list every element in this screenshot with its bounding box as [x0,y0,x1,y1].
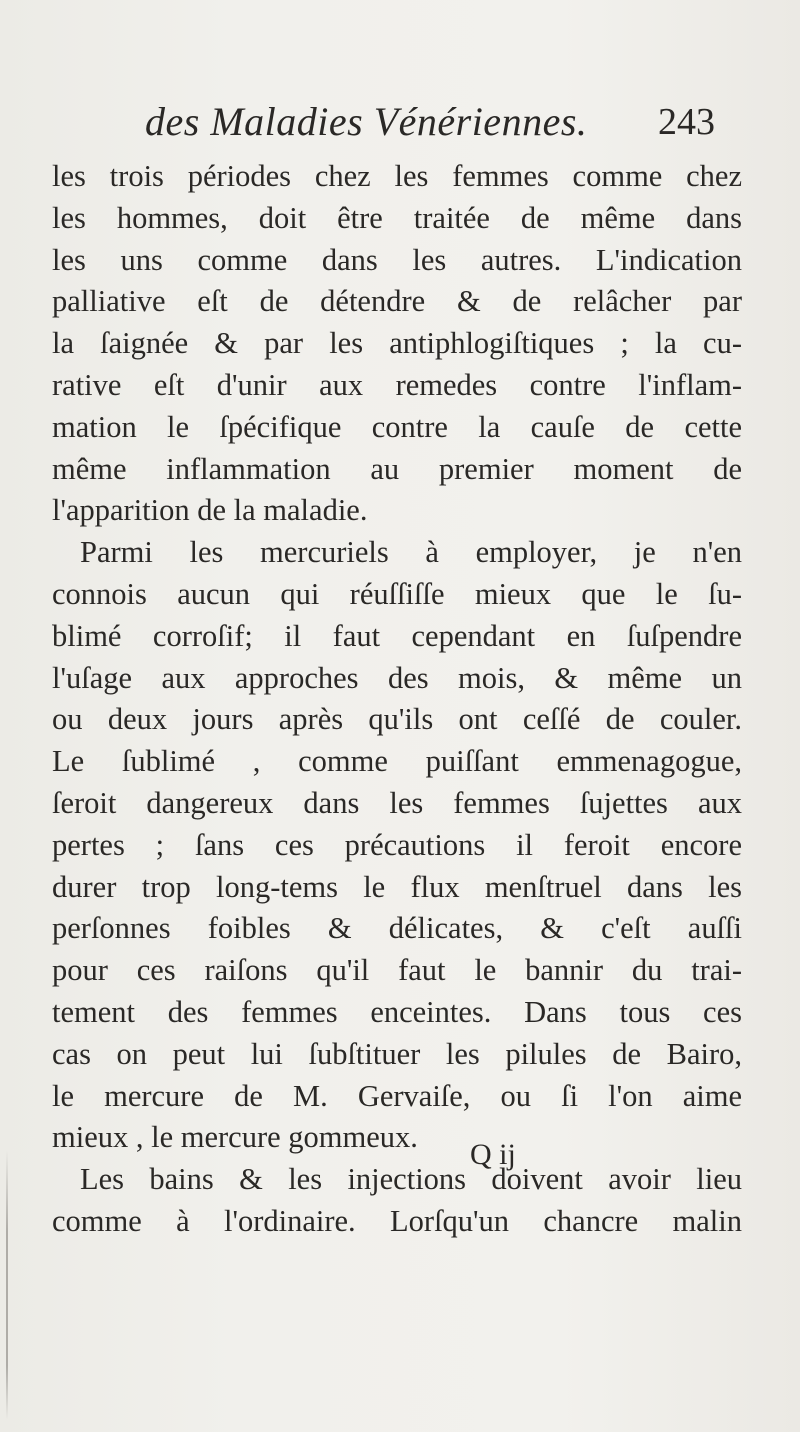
text-line: même inflammation au premier moment de [52,451,742,486]
text-line: rative eſt d'unir aux remedes contre l'inflam- [52,367,742,402]
text-line: les hommes, doit être traitée de même dans [52,200,742,235]
text-line: comme à l'ordinaire. Lorſqu'un chancre malin [52,1203,742,1238]
text-line: durer trop long-tems le flux menſtruel dans les [52,869,742,904]
text-line: ou deux jours après qu'ils ont ceſſé de couler. [52,702,742,737]
text-line: connois aucun qui réuſſiſſe mieux que le ſu- [52,576,742,611]
text-line: le mercure de M. Gervaiſe, ou ſi l'on aime [52,1078,742,1113]
text-line: Les bains & les injections doivent avoir lieu [80,1162,742,1197]
text-line: blimé corroſif; il faut cependant en ſuſpendre [52,618,742,653]
text-line: l'uſage aux approches des mois, & même un [52,660,742,695]
running-title: des Maladies Vénériennes. [145,99,588,144]
text-line: l'apparition de la maladie. [52,493,368,528]
text-line: la ſaignée & par les antiphlogiſtiques ; la cu- [52,326,742,361]
text-line: ſeroit dangereux dans les femmes ſujettes aux [52,785,742,820]
text-line: les uns comme dans les autres. L'indication [52,242,742,277]
page-number: 243 [658,101,715,143]
body-text [52,156,742,1243]
text-line: perſonnes foibles & délicates, & c'eſt auſſi [52,911,742,946]
text-line: mieux , le mercure gommeux. [52,1120,418,1155]
text-line: Le ſublimé , comme puiſſant emmenagogue, [52,744,742,779]
page-edge-shadow [6,1150,8,1420]
signature-mark: Q ij [470,1138,516,1171]
text-line: les trois périodes chez les femmes comme chez [52,159,742,193]
text-line: Parmi les mercuriels à employer, je n'en [80,535,742,570]
text-line: pour ces raiſons qu'il faut le bannir du trai- [52,953,742,988]
page-header [145,98,715,158]
text-line: cas on peut lui ſubſtituer les pilules de Bairo, [52,1036,742,1071]
text-line: tement des femmes enceintes. Dans tous ces [52,994,742,1029]
text-line: pertes ; ſans ces précautions il feroit encore [52,827,742,862]
text-line: mation le ſpécifique contre la cauſe de cette [52,409,742,444]
text-line: palliative eſt de détendre & de relâcher par [52,284,742,319]
